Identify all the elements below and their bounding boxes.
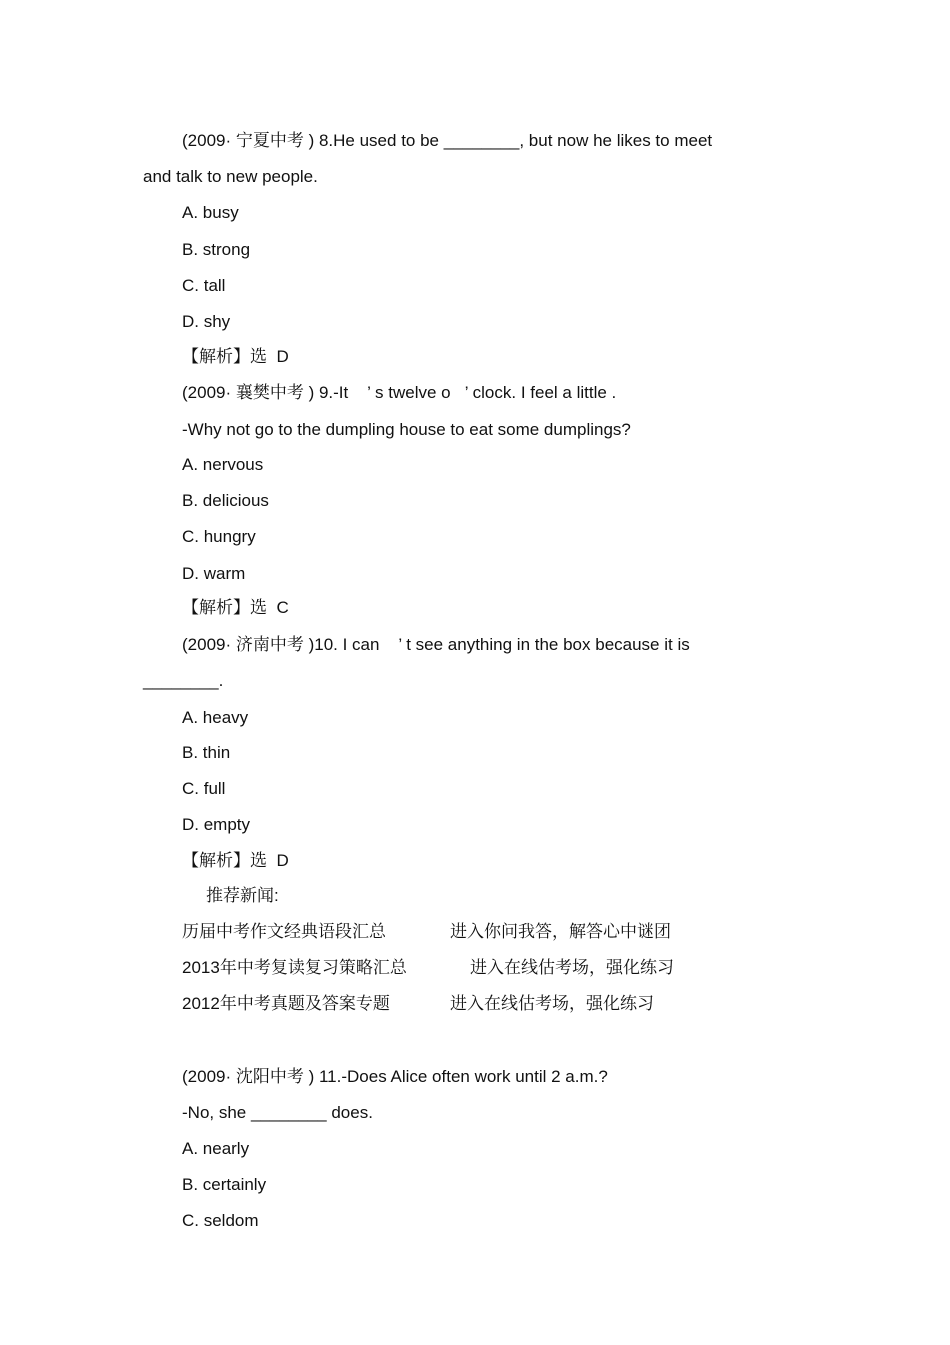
q11-option-a: A. nearly — [182, 1139, 250, 1158]
news-link-right-3[interactable]: 进入在线估考场，强化练习 — [450, 994, 654, 1013]
q11-option-b: B. certainly — [182, 1175, 267, 1194]
q9-option-a: A. nervous — [182, 455, 264, 474]
q10-option-a: A. heavy — [182, 708, 249, 727]
q8-option-a: A. busy — [182, 203, 239, 222]
q9-option-c: C. hungry — [182, 527, 256, 546]
q8-option-d: D. shy — [182, 312, 231, 331]
news-link-right-1[interactable]: 进入你问我答，解答心中谜团 — [450, 922, 671, 941]
news-link-left-1[interactable]: 历届中考作文经典语段汇总 — [182, 922, 386, 941]
q10-stem-line1: (2009· 济南中考 )10. I can ’ t see anything in the box because it is — [182, 635, 690, 654]
q9-stem-line2: -Why not go to the dumpling house to eat some dumplings? — [182, 420, 631, 439]
q10-option-c: C. full — [182, 779, 226, 798]
q9-option-d: D. warm — [182, 564, 246, 583]
q10-option-d: D. empty — [182, 815, 251, 834]
q8-stem-line1: (2009· 宁夏中考 ) 8.He used to be ________, but now he likes to meet — [182, 131, 713, 150]
q10-option-b: B. thin — [182, 743, 231, 762]
q8-option-c: C. tall — [182, 276, 226, 295]
news-link-left-2[interactable]: 2013年中考复读复习策略汇总 — [182, 958, 407, 977]
q10-answer: 【解析】选 D — [182, 851, 289, 870]
q9-option-b: B. delicious — [182, 491, 269, 510]
q11-stem-line1: (2009· 沈阳中考 ) 11.-Does Alice often work until 2 a.m.? — [182, 1067, 608, 1086]
q8-option-b: B. strong — [182, 240, 251, 259]
q9-answer: 【解析】选 C — [182, 598, 289, 617]
news-heading: 推荐新闻: — [206, 886, 279, 905]
q9-stem-line1: (2009· 襄樊中考 ) 9.-It ’ s twelve o ’ clock. I feel a little . — [182, 383, 617, 402]
q11-stem-line2: -No, she ________ does. — [182, 1103, 373, 1122]
q8-stem-line2: and talk to new people. — [143, 167, 318, 186]
q11-option-c: C. seldom — [182, 1211, 259, 1230]
q8-answer: 【解析】选 D — [182, 347, 289, 366]
news-link-left-3[interactable]: 2012年中考真题及答案专题 — [182, 994, 390, 1013]
q10-stem-line2: ________. — [143, 671, 224, 690]
news-link-right-2[interactable]: 进入在线估考场，强化练习 — [470, 958, 674, 977]
